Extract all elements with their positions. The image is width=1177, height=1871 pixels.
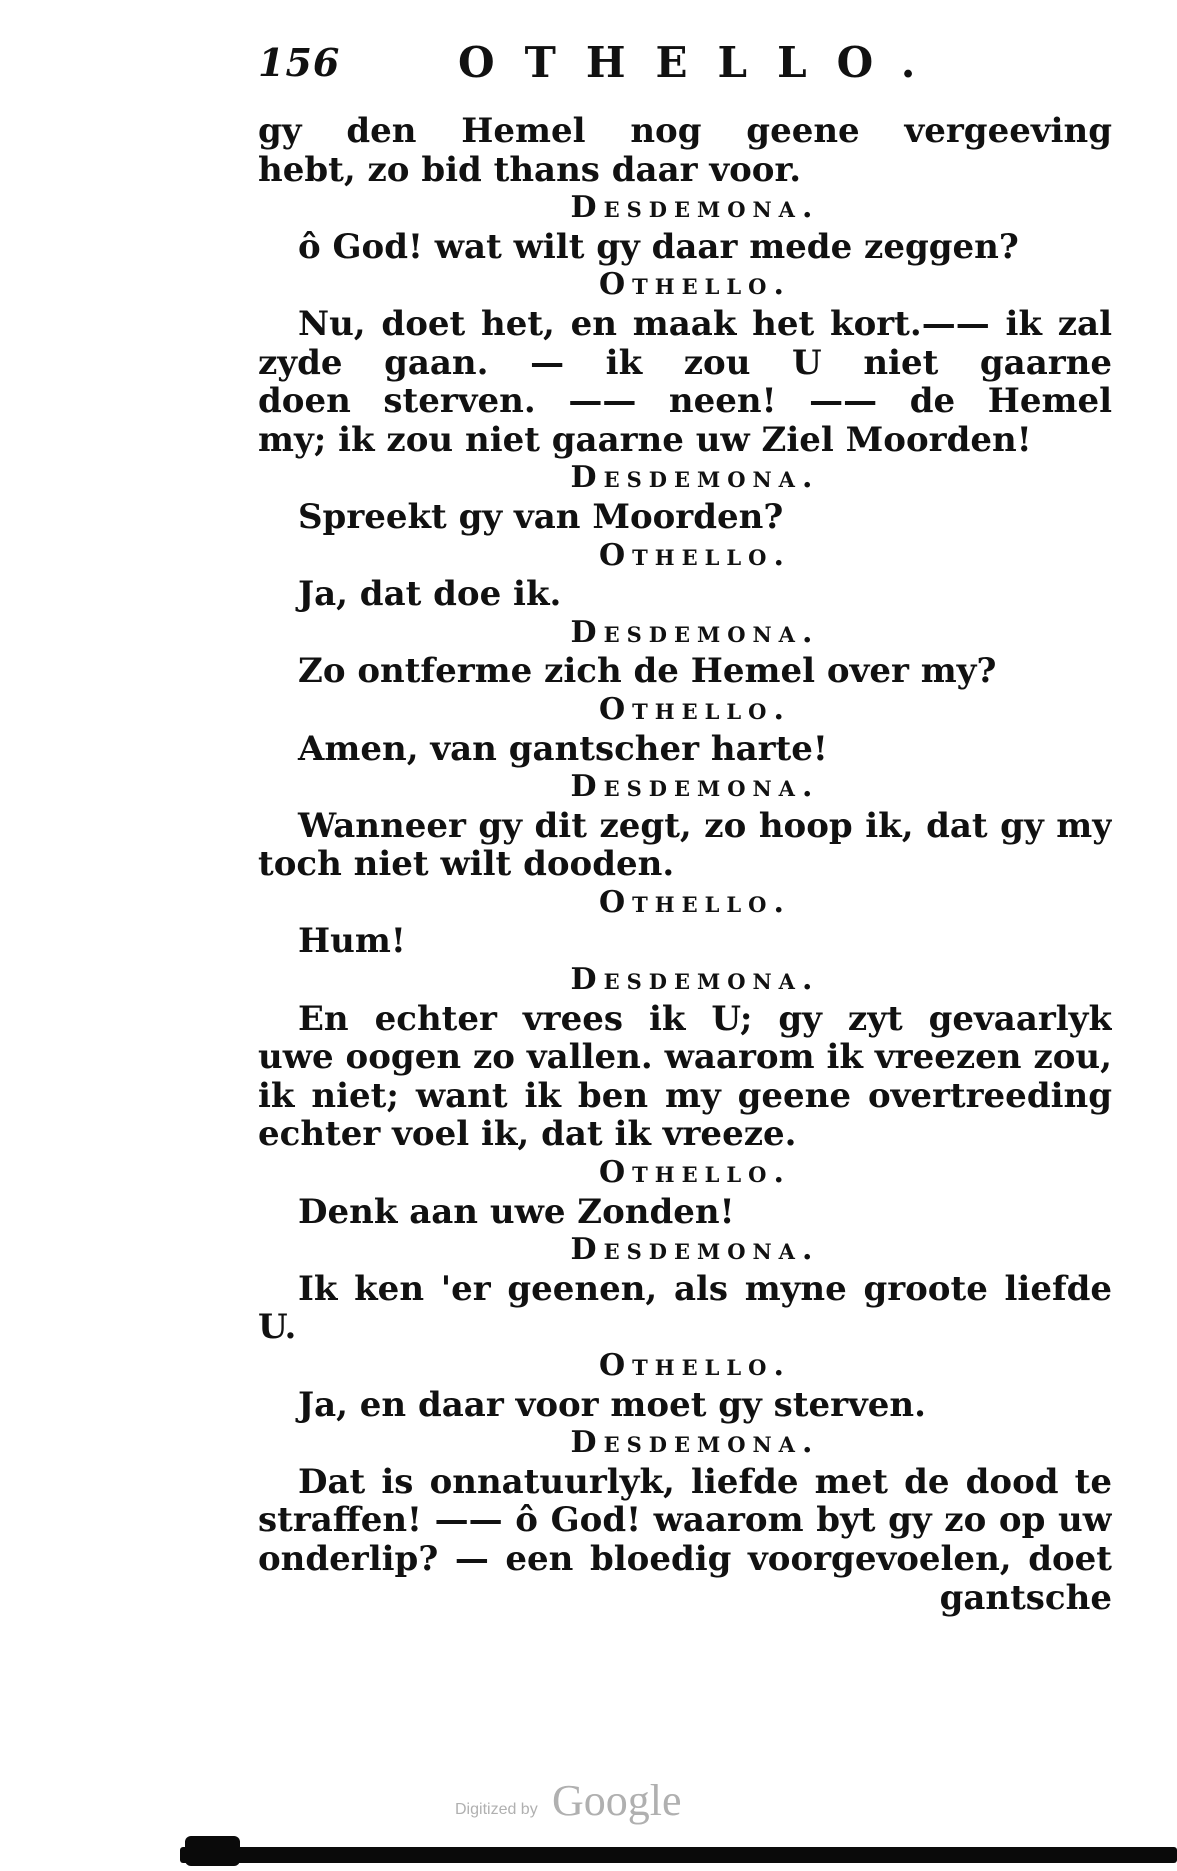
speaker-name: Othello. (599, 537, 791, 573)
speaker-name: Desdemona. (570, 769, 820, 805)
text-line: doen sterven. —— neen! —— de Hemel (258, 382, 1112, 421)
text-line: toch niet wilt dooden. (258, 844, 675, 885)
text-line: ik niet; want ik ben my geene overtreeding (258, 1076, 1112, 1116)
google-logo: Google (552, 1776, 682, 1825)
text-line: hebt, zo bid thans daar voor. (258, 149, 802, 190)
speaker-name: Desdemona. (570, 1425, 820, 1461)
digitized-watermark (455, 1775, 745, 1835)
page-bottom-blot (185, 1836, 240, 1866)
text-line: Dat is onnatuurlyk, liefde met de dood te (298, 1462, 1112, 1502)
text-line: gantsche (939, 1577, 1112, 1618)
speaker-name: Othello. (599, 1348, 791, 1383)
text-line: ô God! wat wilt gy daar mede zeggen? (298, 226, 1019, 267)
running-title: OTHELLO. (458, 38, 946, 87)
text-line: my; ik zou niet gaarne uw Ziel Moorden! (258, 419, 1032, 460)
text-line: Nu, doet het, en maak het kort.—— ik zal (298, 304, 1112, 344)
text-line: onderlip? — een bloedig voorgevoelen, doet (258, 1539, 1112, 1579)
text-line: Zo ontferme zich de Hemel over my? (298, 651, 997, 692)
speaker-name: Desdemona. (570, 1232, 820, 1268)
running-head (258, 38, 1018, 88)
text-line: Ja, dat doe ik. (298, 574, 562, 615)
text-line: Ik ken 'er geenen, als myne groote liefde (298, 1269, 1112, 1309)
speaker-name: Othello. (599, 1155, 791, 1191)
text-line: zyde gaan. — ik zou U niet gaarne (258, 343, 1112, 383)
speaker-name: Othello. (599, 884, 791, 920)
text-line: U. (258, 1307, 297, 1348)
speaker-name: Othello. (599, 267, 791, 303)
text-line: Spreekt gy van Moorden? (298, 496, 784, 537)
play-text (258, 112, 1112, 1617)
speaker-name: Desdemona. (570, 460, 820, 496)
text-line: straffen! —— ô God! waarom byt gy zo op uw (258, 1501, 1112, 1540)
page-number: 156 (258, 40, 341, 85)
text-line: En echter vrees ik U; gy zyt gevaarlyk (298, 999, 1112, 1039)
text-line: gy den Hemel nog geene vergeeving (258, 112, 1112, 151)
speaker-name: Desdemona. (570, 190, 820, 226)
watermark-prefix: Digitized by (455, 1801, 538, 1818)
speaker-name: Desdemona. (570, 614, 820, 650)
text-line: Amen, van gantscher harte! (298, 728, 828, 769)
text-line: uwe oogen zo vallen. waarom ik vreezen zou, (258, 1038, 1112, 1077)
speaker-name: Desdemona. (570, 962, 820, 998)
text-line: Ja, en daar voor moet gy sterven. (298, 1384, 926, 1425)
text-line: echter voel ik, dat ik vreeze. (258, 1114, 797, 1155)
text-line: Hum! (298, 921, 406, 962)
speaker-name: Othello. (599, 691, 791, 727)
page-bottom-edge (180, 1847, 1177, 1863)
text-line: Wanneer gy dit zegt, zo hoop ik, dat gy my (298, 806, 1112, 846)
text-line: Denk aan uwe Zonden! (298, 1191, 735, 1232)
